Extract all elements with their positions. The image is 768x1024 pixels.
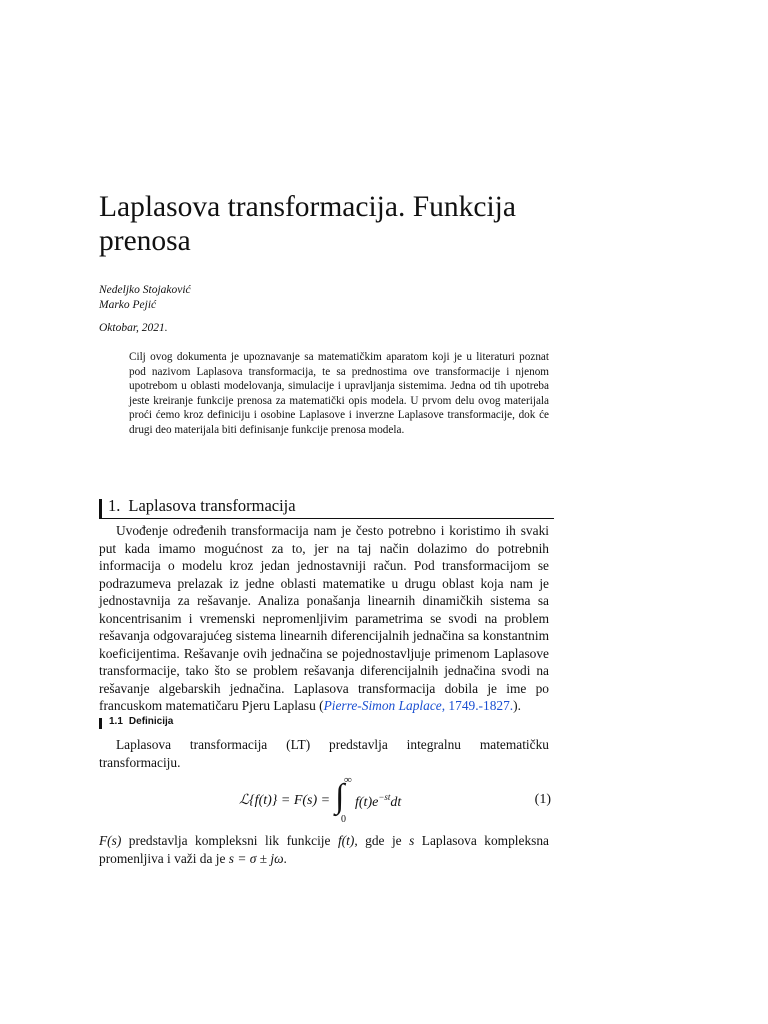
section-heading (99, 496, 554, 519)
section-number: 1. (108, 496, 121, 515)
math-F-s: F(s) (99, 833, 122, 848)
section-title-text: Laplasova transformacija (128, 496, 296, 515)
abstract: Cilj ovog dokumenta je upoznavanje sa matematičkim aparatom koji je u literaturi poznat pod nazivom Laplasova transformacija, te sa prednostima ove transformacije i njenom upotrebom u oblasti modelovanja, simulacije i upravljanja sistemima. Jedna od tih upotreba jeste kreiranje funkcije prenosa za matematički opis modela. U prvom delu ovog materijala proći ćemo kroz definiciju i osobine Laplasove i inverzne Laplasove transformacije, dok će drugi deo materijala biti definisanje funkcije prenosa modela. (129, 351, 549, 436)
exponent: −st (378, 792, 391, 802)
laplace-years-link[interactable]: , 1749.-1827. (441, 698, 514, 713)
integrand: f(t)e (355, 795, 379, 810)
equation-lhs: ℒ{f(t)} = F(s) = (239, 793, 331, 808)
author-name: Marko Pejić (99, 298, 157, 311)
author-list (99, 283, 191, 312)
integral-lower-limit: 0 (341, 814, 346, 825)
followup-text: . (283, 850, 287, 866)
author-name: Nedeljko Stojaković (99, 284, 191, 296)
definition-followup-paragraph (99, 832, 549, 867)
followup-text: , gde je (354, 833, 410, 848)
math-f-t: f(t) (337, 833, 355, 848)
subsection-number: 1.1 (109, 716, 123, 727)
subsection-marker-bar (99, 718, 102, 729)
section-paragraph (99, 522, 549, 715)
integral-sign: ∫ (335, 778, 345, 815)
equation-1 (99, 774, 551, 826)
math-s: s (409, 833, 415, 848)
laplace-link[interactable]: Pierre-Simon Laplace (323, 698, 442, 713)
section-title (108, 496, 296, 516)
equation-number: (1) (534, 792, 551, 807)
integral-upper-limit: ∞ (344, 774, 352, 786)
differential: dt (390, 795, 402, 810)
math-s-definition: s = σ ± jω (228, 850, 284, 866)
paragraph-text: Uvođenje određenih transformacija nam je često potrebno i koristimo ih svaki put kada imamo mogućnost za to, jer na taj način dolazimo do potrebnih informacija o modelu kroz jedan jednostavniji račun. Pod transformacijom se podrazumeva prelazak iz jedne oblasti matematike u drugu oblast koja nam je jednostavnija za rešavanje. Analiza ponašanja linearnih dinamičkih sistema sa koncentrisanim i vremenski nepromenljivim parametrima se svodi na problem rešavanja odgovarajućeg sistema linearnih diferencijalnih jednačina sa konstantnim koeficijentima. Rešavanje ovih jednačina se pojednostavljuje primenom Laplasove transformacije, tako što se problem rešavanja diferencijalnih jednačina svodi na rešavanje algebarskih jednačina. Laplasova transformacija dobila je ime po francuskom matematičaru Pjeru Laplasu ( (99, 523, 549, 713)
paper-title: Laplasova transformacija. Funkcija prenosa (99, 191, 516, 257)
section-marker-bar (99, 499, 102, 519)
followup-text: predstavlja kompleksni lik funkcije (121, 833, 338, 848)
publication-date: Oktobar, 2021. (99, 322, 168, 334)
subsection-title (109, 715, 173, 729)
definition-paragraph: Laplasova transformacija (LT) predstavlja integralnu matematičku transformaciju. (99, 737, 549, 770)
paragraph-end: ). (513, 698, 521, 713)
followup-text: Laplasova kompleksna promenljiva i važi da je (99, 833, 550, 866)
equation-rhs (355, 792, 401, 811)
subsection-title-text: Definicija (128, 716, 174, 727)
